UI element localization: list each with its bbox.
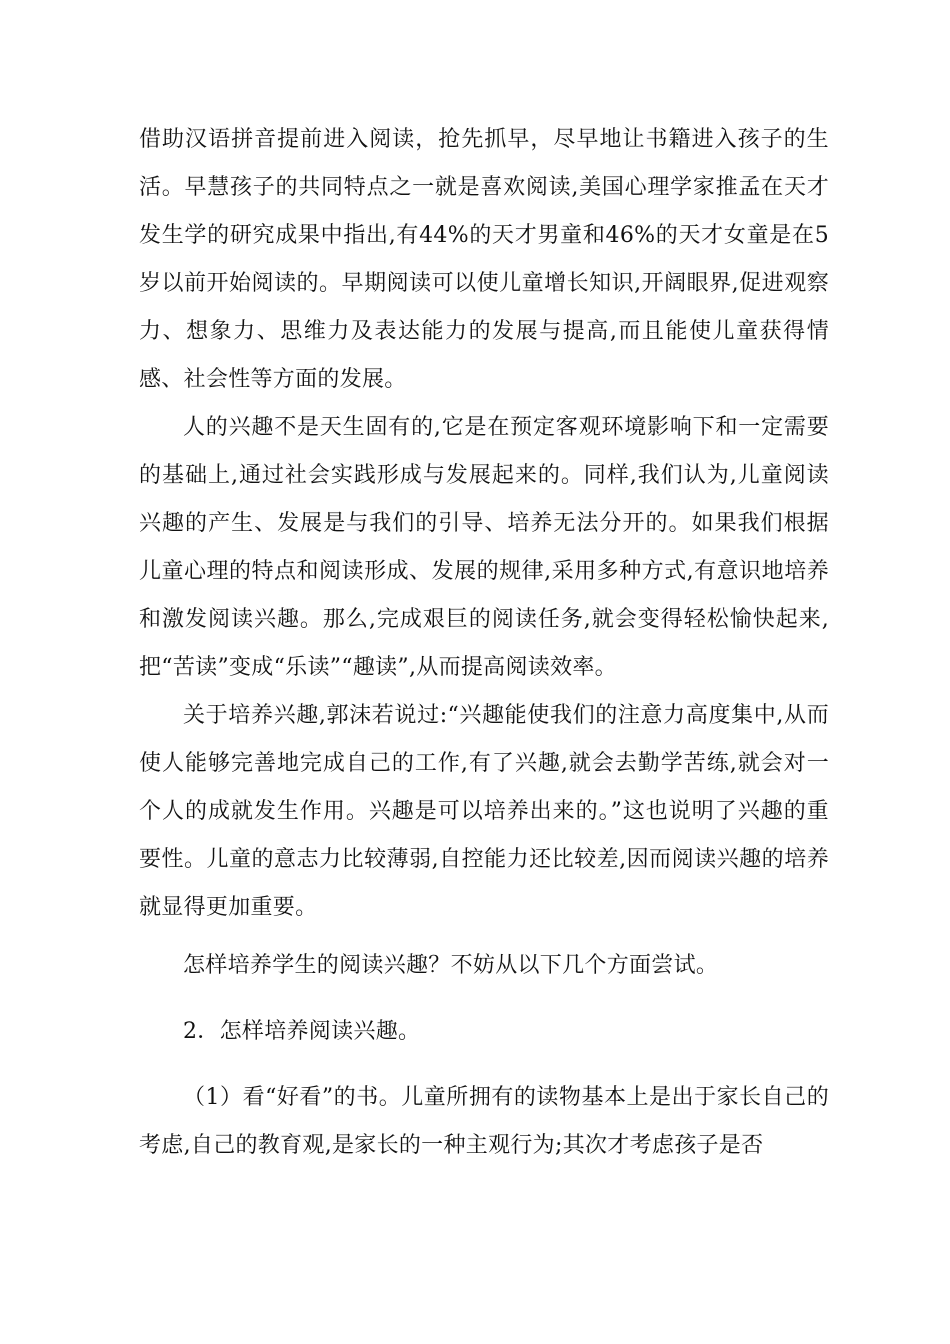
- paragraph-item-1: （1）看“好看”的书。儿童所拥有的读物基本上是出于家长自己的考虑,自己的教育观,是家长的一种主观行为;其次才考虑孩子是否: [139, 1085, 829, 1158]
- paragraph-how-to-cultivate: 怎样培养学生的阅读兴趣？不妨从以下几个方面尝试。: [183, 953, 719, 978]
- paragraph-guo-moruo-quote: 关于培养兴趣,郭沫若说过:“兴趣能使我们的注意力高度集中,从而使人能够完善地完成自己的工作,有了兴趣,就会去勤学苦练,就会对一个人的成就发生作用。兴趣是可以培养出来的。”这也说明了兴趣的重要性。儿童的意志力比较薄弱,自控能力还比较差,因而阅读兴趣的培养就显得更加重要。: [139, 703, 829, 920]
- paragraph-early-reading: 借助汉语拼音提前进入阅读，抢先抓早，尽早地让书籍进入孩子的生活。早慧孩子的共同特点之一就是喜欢阅读,美国心理学家推孟在天才发生学的研究成果中指出,有44%的天才男童和46%的天才女童是在5岁以前开始阅读的。早期阅读可以使儿童增长知识,开阔眼界,促进观察力、想象力、思维力及表达能力的发展与提高,而且能使儿童获得情感、社会性等方面的发展。: [139, 127, 829, 392]
- document-page: [139, 116, 829, 1170]
- section-heading-2: 2．怎样培养阅读兴趣。: [183, 1019, 421, 1044]
- paragraph-interest-origin: 人的兴趣不是天生固有的,它是在预定客观环境影响下和一定需要的基础上,通过社会实践形成与发展起来的。同样,我们认为,儿童阅读兴趣的产生、发展是与我们的引导、培养无法分开的。如果我们根据儿童心理的特点和阅读形成、发展的规律,采用多种方式,有意识地培养和激发阅读兴趣。那么,完成艰巨的阅读任务,就会变得轻松愉快起来,把“苦读”变成“乐读”“趣读”,从而提高阅读效率。: [139, 415, 829, 680]
